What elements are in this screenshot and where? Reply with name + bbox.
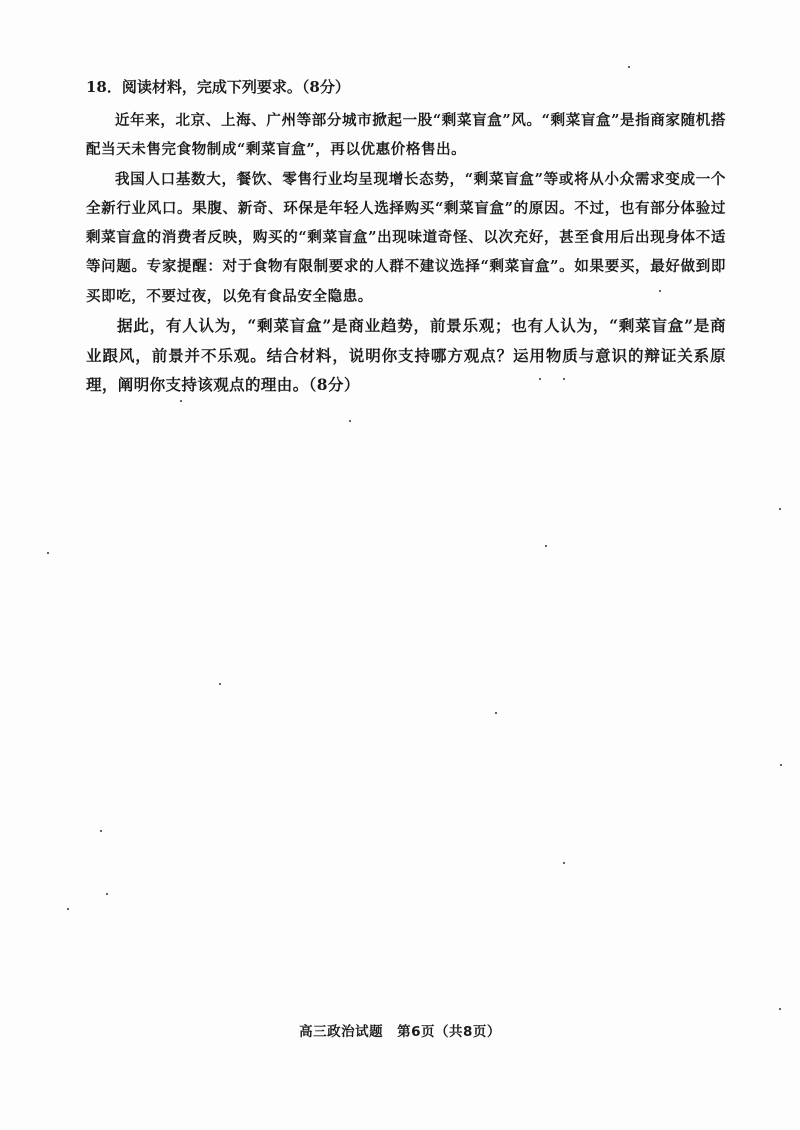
scan-speck [563,862,565,864]
scan-speck [779,1008,781,1010]
scan-speck [106,893,108,895]
scan-speck [180,400,182,402]
scan-speck [219,683,221,685]
scan-speck [100,830,102,832]
question-prompt: 据此，有人认为，“剩菜盲盒”是商业趋势，前景乐观；也有人认为，“剩菜盲盒”是商业跟风，前景并不乐观。结合材料，说明你支持哪方观点？运用物质与意识的辩证关系原理，阐明你支持该观点的理由。（8分） [86,316,726,395]
scan-speck [539,378,541,380]
scan-speck [349,420,351,422]
scan-speck [563,378,565,380]
scan-speck [780,764,782,766]
scan-speck [67,908,69,910]
question-title: 18．阅读材料，完成下列要求。（8分） [86,78,350,96]
material-paragraph-1: 近年来，北京、上海、广州等部分城市掀起一股“剩菜盲盒”风。“剩菜盲盒”是指商家随机搭配当天未售完食物制成“剩菜盲盒”，再以优惠价格售出。 [86,112,726,159]
scan-speck [47,552,49,554]
scan-speck [659,290,661,292]
scan-speck [628,66,630,68]
material-paragraph-2: 我国人口基数大，餐饮、零售行业均呈现增长态势，“剩菜盲盒”等或将从小众需求变成一个全新行业风口。果腹、新奇、环保是年轻人选择购买“剩菜盲盒”的原因。不过，也有部分体验过剩菜盲盒的消费者反映，购买的“剩菜盲盒”出现味道奇怪、以次充好，甚至食用后出现身体不适等问题。专家提醒：对于食物有限制要求的人群不建议选择“剩菜盲盒”。如果要买，最好做到即买即吃，不要过夜，以免有食品安全隐患。 [86,170,726,305]
scan-speck [779,508,781,510]
page-footer: 高三政治试题 第6页（共8页） [299,1024,501,1040]
question-18 [86,76,726,400]
scan-speck [545,545,547,547]
scan-speck [495,712,497,714]
